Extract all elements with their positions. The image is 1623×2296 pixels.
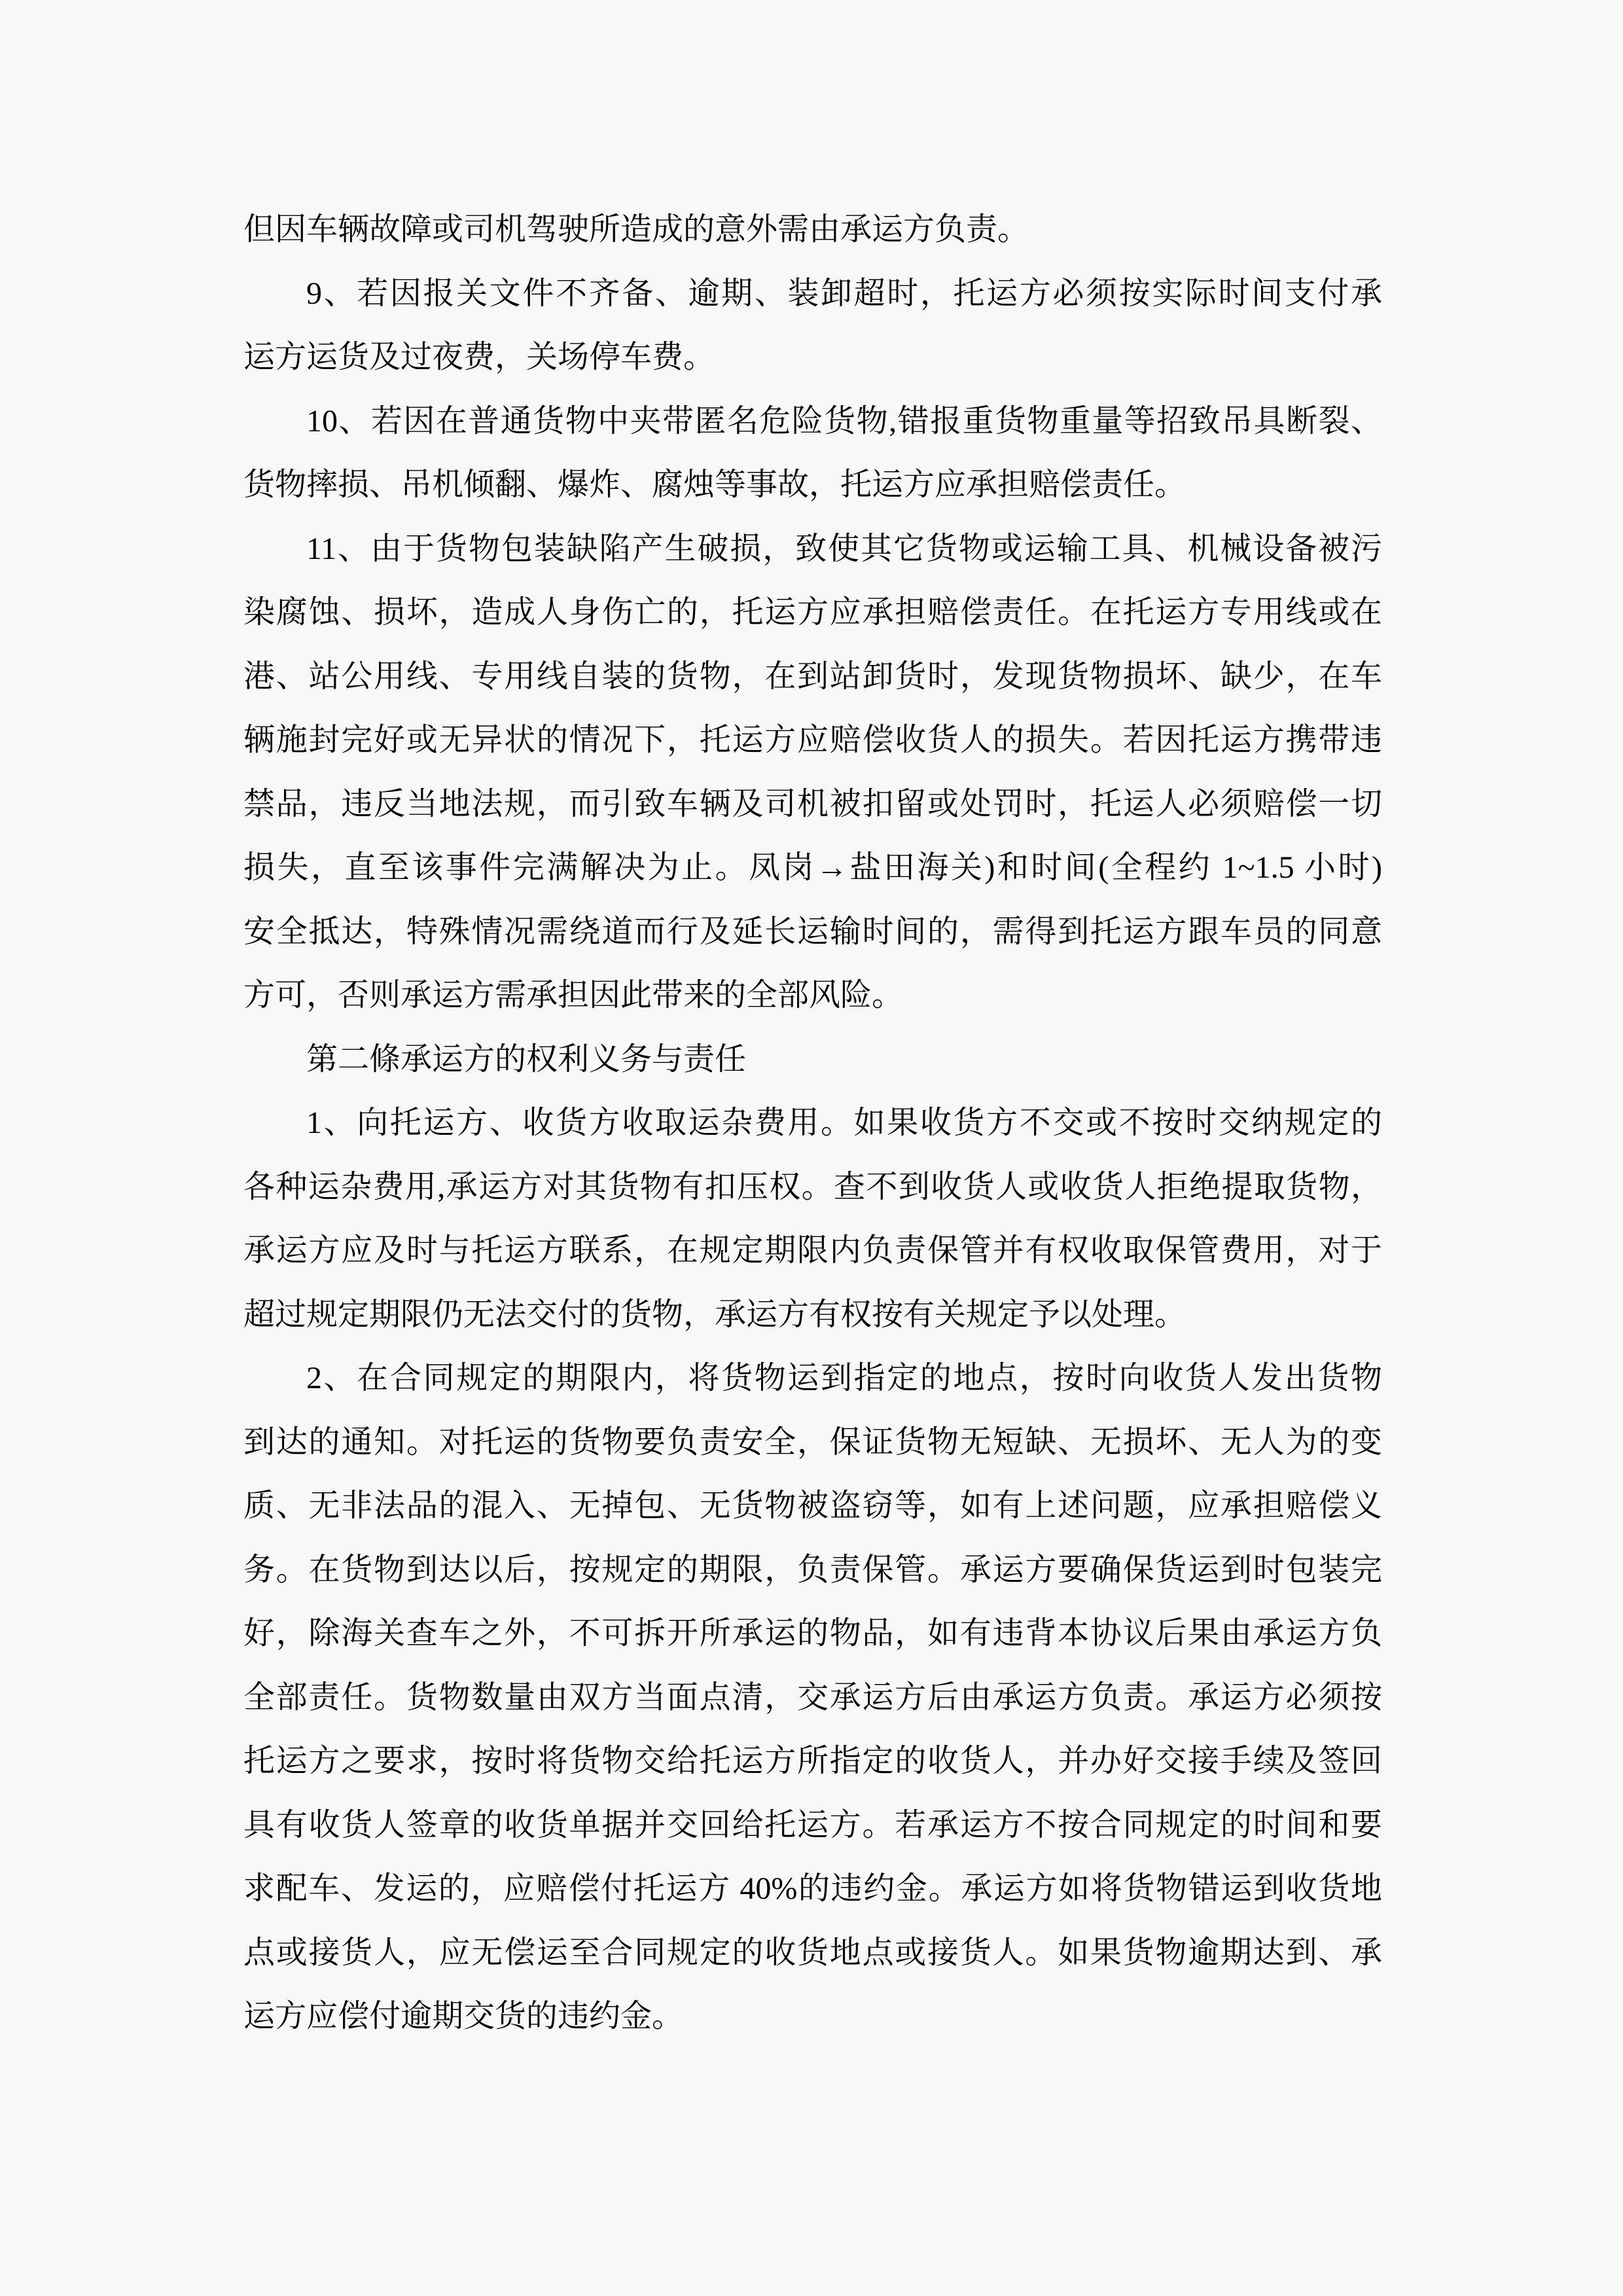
- text-line: 具有收货人签章的收货单据并交回给托运方。若承运方不按合同规定的时间和要: [243, 1807, 1382, 1842]
- text-line: 染腐蚀、损坏，造成人身伤亡的，托运方应承担赔偿责任。在托运方专用线或在: [243, 595, 1382, 630]
- text-line: 超过规定期限仍无法交付的货物，承运方有权按有关规定予以处理。: [243, 1297, 1186, 1332]
- text-line: 但因车辆故障或司机驾驶所造成的意外需由承运方负责。: [243, 212, 1029, 247]
- text-line: 务。在货物到达以后，按规定的期限，负责保管。承运方要确保货运到时包装完: [243, 1552, 1382, 1587]
- text-line: 9、若因报关文件不齐备、逾期、装卸超时，托运方必须按实际时间支付承: [306, 276, 1382, 311]
- text-line: 托运方之要求，按时将货物交给托运方所指定的收货人，并办好交接手续及签回: [243, 1744, 1382, 1778]
- text-line: 运方应偿付逾期交货的违约金。: [243, 1999, 684, 2034]
- text-line: 11、由于货物包装缺陷产生破损，致使其它货物或运输工具、机械设备被污: [306, 531, 1382, 566]
- text-line: 承运方应及时与托运方联系，在规定期限内负责保管并有权收取保管费用，对于: [243, 1233, 1382, 1268]
- text-line: 到达的通知。对托运的货物要负责安全，保证货物无短缺、无损坏、无人为的变: [243, 1424, 1382, 1460]
- text-line: 好，除海关查车之外，不可拆开所承运的物品，如有违背本协议后果由承运方负: [243, 1616, 1382, 1651]
- text-line: 全部责任。货物数量由双方当面点清，交承运方后由承运方负责。承运方必须按: [243, 1679, 1382, 1715]
- text-line: 10、若因在普通货物中夹带匿名危险货物,错报重货物重量等招致吊具断裂、: [306, 403, 1382, 439]
- text-line: 质、无非法品的混入、无掉包、无货物被盗窃等，如有上述问题，应承担赔偿义: [243, 1488, 1382, 1523]
- text-line: 1、向托运方、收货方收取运杂费用。如果收货方不交或不按时交纳规定的: [306, 1105, 1382, 1140]
- text-line: 求配车、发运的，应赔偿付托运方 40%的违约金。承运方如将货物错运到收货地: [243, 1871, 1382, 1906]
- text-line: 各种运杂费用,承运方对其货物有扣压权。查不到收货人或收货人拒绝提取货物，: [243, 1169, 1382, 1204]
- text-line: 港、站公用线、专用线自装的货物，在到站卸货时，发现货物损坏、缺少，在车: [243, 658, 1382, 694]
- text-line: 辆施封完好或无异状的情况下，托运方应赔偿收货人的损失。若因托运方携带违: [243, 723, 1382, 757]
- text-line: 运方运货及过夜费，关场停车费。: [243, 340, 715, 374]
- text-line: 点或接货人，应无偿运至合同规定的收货地点或接货人。如果货物逾期达到、承: [243, 1935, 1382, 1970]
- document-body: [243, 198, 1382, 2049]
- text-line: 第二條承运方的权利义务与责任: [306, 1041, 747, 1077]
- text-line: 2、在合同规定的期限内，将货物运到指定的地点，按时向收货人发出货物: [306, 1361, 1382, 1395]
- text-line: 方可，否则承运方需承担因此带来的全部风险。: [243, 978, 904, 1013]
- text-line: 货物摔损、吊机倾翻、爆炸、腐烛等事故，托运方应承担赔偿责任。: [243, 467, 1186, 502]
- text-line: 安全抵达，特殊情况需绕道而行及延长运输时间的，需得到托运方跟车员的同意: [243, 914, 1382, 949]
- text-line: 禁品，违反当地法规，而引致车辆及司机被扣留或处罚时，托运人必须赔偿一切: [243, 786, 1382, 821]
- text-line: 损失，直至该事件完满解决为止。凤岗→盐田海关)和时间(全程约 1~1.5 小时): [243, 850, 1382, 885]
